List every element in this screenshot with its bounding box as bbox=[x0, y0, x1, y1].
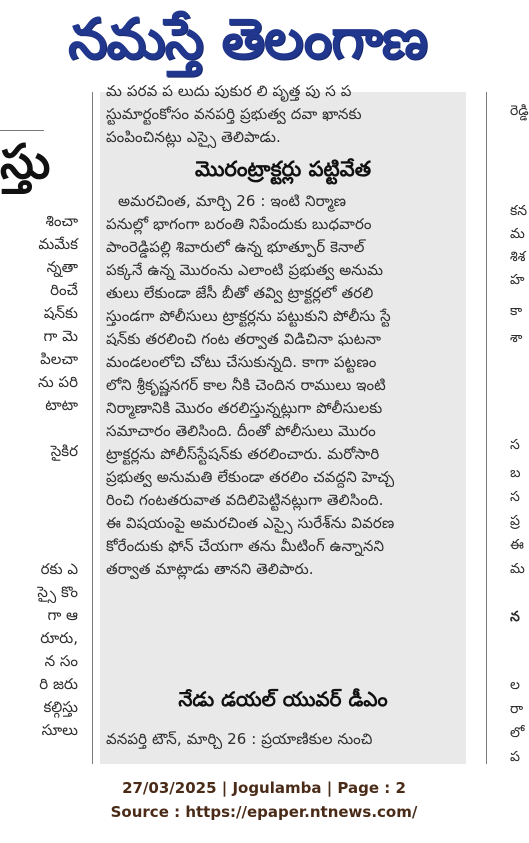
right-text-fragment: కన bbox=[510, 203, 528, 219]
article-text-line: పంపించినట్లు ఎస్సై తెలిపాడు. bbox=[106, 128, 281, 146]
headline-dial-your-dm: నేడు డయల్ యువర్ డీఎం bbox=[178, 687, 388, 711]
article-body-line: ఈ విషయంపై అమరచింత ఎస్సై సురేశ్‌ను వివరణ bbox=[106, 514, 395, 532]
right-text-fragment: శిశ bbox=[510, 249, 526, 265]
left-text-fragment: రకు ఎ bbox=[40, 560, 78, 578]
left-text-fragment: షన్‌కు bbox=[43, 304, 78, 322]
article-body-line: అమరచింత, మార్చి 26 : ఇంటి నిర్మాణ bbox=[118, 192, 347, 210]
left-text-fragment: గా మె bbox=[43, 327, 78, 345]
article-body-line: పనుల్లో భాగంగా బరంతి నిపేందుకు బుధవారం bbox=[106, 215, 372, 233]
headline-morum-tractors: మొరంట్రాక్టర్లు పట్టివేత bbox=[194, 157, 372, 181]
left-text-fragment: స్సై కొం bbox=[37, 583, 78, 601]
right-text-fragment: కా bbox=[510, 303, 523, 319]
article-body-line: నిర్మాణానికి మొరం తరలిస్తున్నట్లుగా పోలీసులకు bbox=[106, 399, 383, 417]
article-body-line: తులు లేకుండా జేసీ బీతో తవ్వి ట్రాక్టర్లలో తరలి bbox=[106, 284, 374, 302]
article-body-line: లోని శ్రీకృష్ణనగర్ కాల నీకి చెందిన రాములు ఇంటి bbox=[106, 376, 386, 394]
newspaper-clipping bbox=[0, 82, 529, 765]
right-text-fragment: ప bbox=[510, 749, 520, 765]
article-body-line: మండలంలోచి చోటు చేసుకున్నది. కాగా పట్టణం bbox=[106, 353, 377, 371]
left-text-fragment: మమేక bbox=[38, 235, 78, 253]
left-text-fragment: రి జరు bbox=[39, 675, 78, 693]
right-text-fragment: మ bbox=[510, 226, 525, 242]
column-divider-right bbox=[486, 92, 487, 764]
article-body-line: రించి గంటతరువాత వదిలిపెట్టినట్లుగా తెలిసింది. bbox=[106, 491, 384, 509]
main-article bbox=[100, 82, 466, 764]
source-link[interactable]: Source : https://epaper.ntnews.com/ bbox=[110, 803, 418, 821]
article-body-line: పక్కనే ఉన్న మొరంను ఎలాంటి ప్రభుత్వ అనుమ bbox=[106, 261, 384, 279]
right-column bbox=[504, 92, 528, 764]
right-text-fragment: న bbox=[510, 609, 520, 625]
right-text-fragment: ల bbox=[510, 677, 520, 693]
article-body-line: తర్వాత మాట్లాడు తానని తెలిపారు. bbox=[106, 560, 314, 578]
left-heading-fragment: స్తు bbox=[0, 134, 51, 190]
article-body-line: స్తుండగా పోలీసులు ట్రాక్టర్లను పట్టుకుని పోలీసు స్టే bbox=[106, 307, 391, 325]
left-text-fragment: సూలు bbox=[41, 721, 78, 739]
article-body-line: ప్రభుత్వ అనుమతి లేకుండా తరలిం చవద్దని హెచ్చ bbox=[106, 468, 395, 486]
footer bbox=[0, 776, 528, 824]
left-text-fragment: గా ఆ bbox=[47, 606, 78, 624]
left-text-fragment: ను పరి bbox=[37, 373, 78, 391]
right-text-fragment: రా bbox=[510, 701, 524, 717]
right-text-fragment: ఈ bbox=[510, 537, 524, 553]
left-text-fragment: న సం bbox=[44, 652, 78, 670]
left-column bbox=[0, 92, 84, 764]
right-text-fragment: ప్ర bbox=[510, 513, 520, 529]
left-text-fragment: కల్గిస్తు bbox=[43, 698, 78, 716]
article-body-line: షన్‌కు తరలించి గంట తర్వాత విడిచినా ఘటనా bbox=[106, 330, 382, 348]
left-text-fragment: సైకిర bbox=[50, 442, 78, 460]
article-text-line: స్టుమార్టంకోసం వనపర్తి ప్రభుత్వ దవా ఖానకు bbox=[106, 105, 362, 123]
publication-date-line: 27/03/2025 | Jogulamba | Page : 2 bbox=[122, 779, 406, 797]
article-body-line: సమాచారం తెలిసింది. దీంతో పోలీసులు మొరం bbox=[106, 422, 376, 440]
right-text-fragment: రెడ్డి bbox=[510, 103, 529, 119]
right-text-fragment: మ bbox=[510, 561, 525, 577]
article-body-line: ట్రాక్టర్లను పోలీస్‌స్టేషన్‌కు తరలించారు. మరోసారి bbox=[106, 445, 380, 463]
masthead bbox=[0, 0, 528, 88]
left-text-fragment: పిలచా bbox=[40, 350, 78, 368]
right-text-fragment: శా bbox=[510, 330, 523, 346]
right-text-fragment: స bbox=[510, 437, 520, 453]
left-text-fragment: న్నతా bbox=[46, 258, 78, 276]
left-text-fragment: రించే bbox=[50, 281, 78, 299]
newspaper-logo: నమస్తే తెలంగాణ bbox=[68, 7, 427, 72]
article-top-fragment: మ పరవ ప లుదు పుకుర లి పృత్త పు స ప bbox=[106, 82, 352, 100]
left-text-fragment: శించా bbox=[45, 212, 78, 230]
left-text-fragment: టాటా bbox=[45, 396, 78, 414]
column-rule bbox=[0, 130, 44, 131]
right-text-fragment: స bbox=[510, 489, 520, 505]
article-body-line: వనపర్తి టౌన్, మార్చి 26 : ప్రయాణికుల నుంచి bbox=[106, 730, 373, 748]
article-body-line: కోరేందుకు ఫోన్ చేయగా తను మీటింగ్ ఉన్నానని bbox=[106, 537, 385, 555]
right-text-fragment: హ bbox=[510, 272, 525, 288]
right-text-fragment: బ bbox=[510, 465, 521, 481]
article-body-line: పాంరెడ్డిపల్లి శివారులో ఉన్న భూత్పూర్ కెనాల్ bbox=[106, 238, 365, 256]
right-text-fragment: లో bbox=[510, 725, 525, 741]
left-text-fragment: రూరు, bbox=[40, 629, 78, 647]
column-divider-left bbox=[92, 92, 93, 764]
